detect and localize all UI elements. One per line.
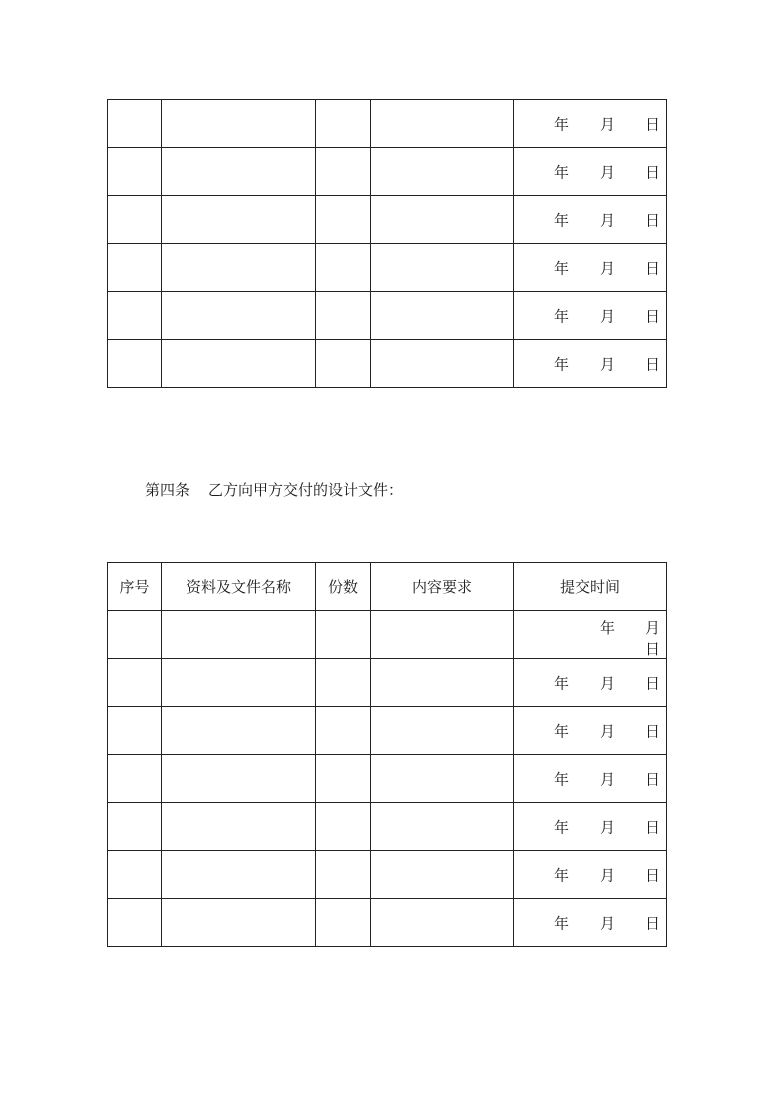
cell-copies xyxy=(316,659,371,707)
cell-index xyxy=(108,611,162,659)
cell-date xyxy=(514,148,667,196)
cell-requirements xyxy=(371,707,514,755)
month-label: 月 xyxy=(645,619,661,637)
cell-name xyxy=(162,196,316,244)
cell-index xyxy=(108,755,162,803)
day-label: 日 xyxy=(645,115,661,133)
cell-name xyxy=(162,292,316,340)
cell-name xyxy=(162,899,316,947)
cell-index xyxy=(108,803,162,851)
cell-name xyxy=(162,148,316,196)
month-label: 月 xyxy=(600,307,616,325)
year-label: 年 xyxy=(554,163,570,181)
cell-copies xyxy=(316,340,371,388)
year-label: 年 xyxy=(554,914,570,932)
cell-index xyxy=(108,659,162,707)
month-label: 月 xyxy=(600,770,616,788)
cell-name xyxy=(162,244,316,292)
cell-index xyxy=(108,196,162,244)
cell-copies xyxy=(316,196,371,244)
day-label: 日 xyxy=(645,163,661,181)
cell-requirements xyxy=(371,244,514,292)
day-label: 日 xyxy=(645,211,661,229)
table-row xyxy=(108,611,667,659)
article-number: 第四条 xyxy=(145,481,191,499)
cell-date xyxy=(514,196,667,244)
year-label: 年 xyxy=(554,115,570,133)
table-row xyxy=(108,340,667,388)
cell-copies xyxy=(316,611,371,659)
day-label: 日 xyxy=(645,914,661,932)
header-requirements: 内容要求 xyxy=(371,563,514,611)
day-label: 日 xyxy=(645,355,661,373)
table-row xyxy=(108,292,667,340)
cell-date xyxy=(514,899,667,947)
previous-documents-table xyxy=(107,99,667,388)
table-row xyxy=(108,196,667,244)
cell-copies xyxy=(316,100,371,148)
year-label: 年 xyxy=(600,619,616,637)
cell-requirements xyxy=(371,755,514,803)
cell-requirements xyxy=(371,899,514,947)
year-label: 年 xyxy=(554,259,570,277)
year-label: 年 xyxy=(554,818,570,836)
month-label: 月 xyxy=(600,211,616,229)
cell-copies xyxy=(316,899,371,947)
header-document-name: 资料及文件名称 xyxy=(162,563,316,611)
cell-requirements xyxy=(371,851,514,899)
table-row xyxy=(108,755,667,803)
cell-copies xyxy=(316,292,371,340)
cell-requirements xyxy=(371,148,514,196)
cell-requirements xyxy=(371,100,514,148)
cell-copies xyxy=(316,244,371,292)
month-label: 月 xyxy=(600,914,616,932)
cell-date xyxy=(514,244,667,292)
day-label: 日 xyxy=(645,674,661,692)
cell-date xyxy=(514,611,667,659)
year-label: 年 xyxy=(554,866,570,884)
cell-index xyxy=(108,851,162,899)
design-documents-table xyxy=(107,562,667,947)
cell-requirements xyxy=(371,292,514,340)
cell-name xyxy=(162,340,316,388)
cell-index xyxy=(108,244,162,292)
cell-copies xyxy=(316,707,371,755)
cell-name xyxy=(162,659,316,707)
header-index: 序号 xyxy=(108,563,162,611)
cell-index xyxy=(108,100,162,148)
cell-date xyxy=(514,340,667,388)
cell-index xyxy=(108,340,162,388)
cell-requirements xyxy=(371,340,514,388)
cell-name xyxy=(162,707,316,755)
month-label: 月 xyxy=(600,674,616,692)
cell-copies xyxy=(316,755,371,803)
table-row xyxy=(108,244,667,292)
day-label: 日 xyxy=(645,866,661,884)
header-submission-time: 提交时间 xyxy=(514,563,667,611)
cell-date xyxy=(514,100,667,148)
cell-index xyxy=(108,707,162,755)
table-row xyxy=(108,148,667,196)
cell-name xyxy=(162,611,316,659)
article-text: 乙方向甲方交付的设计文件： xyxy=(208,481,404,499)
article-heading xyxy=(145,479,403,500)
cell-date xyxy=(514,707,667,755)
year-label: 年 xyxy=(554,770,570,788)
month-label: 月 xyxy=(600,259,616,277)
year-label: 年 xyxy=(554,355,570,373)
month-label: 月 xyxy=(600,818,616,836)
day-label: 日 xyxy=(645,259,661,277)
cell-name xyxy=(162,803,316,851)
month-label: 月 xyxy=(600,722,616,740)
table-row xyxy=(108,707,667,755)
month-label: 月 xyxy=(600,163,616,181)
day-label: 日 xyxy=(645,722,661,740)
day-label: 日 xyxy=(645,818,661,836)
cell-copies xyxy=(316,803,371,851)
year-label: 年 xyxy=(554,307,570,325)
table-row xyxy=(108,803,667,851)
cell-date xyxy=(514,292,667,340)
cell-name xyxy=(162,100,316,148)
cell-index xyxy=(108,148,162,196)
cell-date xyxy=(514,659,667,707)
cell-requirements xyxy=(371,611,514,659)
cell-date xyxy=(514,755,667,803)
cell-date xyxy=(514,851,667,899)
month-label: 月 xyxy=(600,355,616,373)
cell-name xyxy=(162,851,316,899)
cell-copies xyxy=(316,851,371,899)
cell-index xyxy=(108,899,162,947)
table-row xyxy=(108,100,667,148)
day-label: 日 xyxy=(645,307,661,325)
cell-requirements xyxy=(371,803,514,851)
day-label: 日 xyxy=(645,640,661,658)
table-row xyxy=(108,899,667,947)
cell-name xyxy=(162,755,316,803)
year-label: 年 xyxy=(554,674,570,692)
month-label: 月 xyxy=(600,866,616,884)
month-label: 月 xyxy=(600,115,616,133)
cell-requirements xyxy=(371,659,514,707)
day-label: 日 xyxy=(645,770,661,788)
header-row xyxy=(108,563,667,611)
year-label: 年 xyxy=(554,211,570,229)
cell-index xyxy=(108,292,162,340)
table-row xyxy=(108,659,667,707)
cell-date xyxy=(514,803,667,851)
cell-requirements xyxy=(371,196,514,244)
year-label: 年 xyxy=(554,722,570,740)
cell-copies xyxy=(316,148,371,196)
header-copies: 份数 xyxy=(316,563,371,611)
table-row xyxy=(108,851,667,899)
